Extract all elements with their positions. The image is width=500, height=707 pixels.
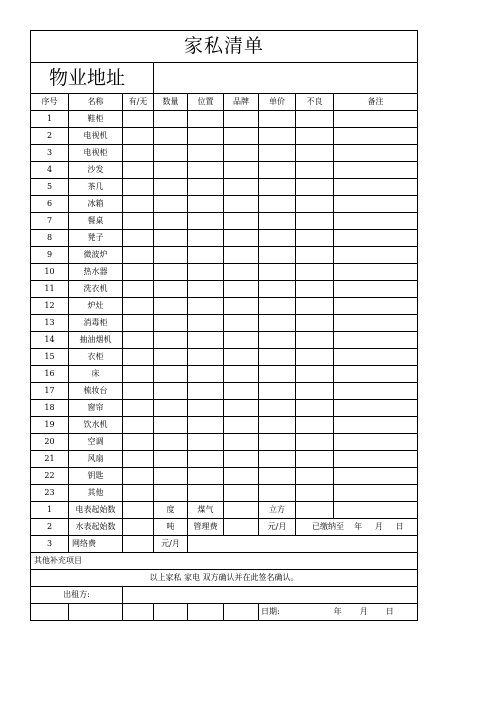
utility-label: 煤气 [188,502,224,519]
header-cell: 品牌 [224,94,259,111]
item-price-cell[interactable] [259,247,296,264]
item-row [31,179,418,196]
item-defect-cell[interactable] [296,196,334,213]
item-name: 饮水机 [69,417,123,434]
item-number: 4 [31,162,69,179]
other-items-label: 其他补充项目 [31,553,418,570]
item-quantity-cell[interactable] [154,400,188,417]
item-brand-cell[interactable] [224,111,259,128]
item-number: 20 [31,434,69,451]
item-row [31,213,418,230]
item-price-cell[interactable] [259,196,296,213]
item-brand-cell[interactable] [224,196,259,213]
utility-row-electric [31,502,418,519]
item-quantity-cell[interactable] [154,145,188,162]
item-location-cell[interactable] [188,451,224,468]
item-quantity-cell[interactable] [154,417,188,434]
furniture-list-sheet [30,30,417,621]
item-has-cell[interactable] [123,213,154,230]
item-quantity-cell[interactable] [154,196,188,213]
item-number: 13 [31,315,69,332]
date-month: 月 [359,607,368,616]
utility-value-cell[interactable] [123,502,154,519]
item-remarks-cell[interactable] [334,400,418,417]
item-brand-cell[interactable] [224,468,259,485]
item-number: 3 [31,145,69,162]
item-quantity-cell[interactable] [154,349,188,366]
header-cell: 名称 [69,94,123,111]
item-defect-cell[interactable] [296,383,334,400]
item-name: 梳妆台 [69,383,123,400]
item-defect-cell[interactable] [296,315,334,332]
item-defect-cell[interactable] [296,247,334,264]
item-defect-cell[interactable] [296,111,334,128]
item-has-cell[interactable] [123,349,154,366]
item-row [31,196,418,213]
item-location-cell[interactable] [188,128,224,145]
item-name: 钥匙 [69,468,123,485]
item-defect-cell[interactable] [296,400,334,417]
paid-year-label: 年 [354,522,363,531]
item-quantity-cell[interactable] [154,281,188,298]
item-price-cell[interactable] [259,281,296,298]
item-row [31,349,418,366]
item-brand-cell[interactable] [224,145,259,162]
sign-blank[interactable] [123,604,154,621]
utility-value-cell[interactable] [123,519,154,536]
paid-month-label: 月 [374,522,383,531]
item-price-cell[interactable] [259,230,296,247]
item-quantity-cell[interactable] [154,264,188,281]
item-location-cell[interactable] [188,230,224,247]
item-price-cell[interactable] [259,179,296,196]
item-has-cell[interactable] [123,417,154,434]
item-price-cell[interactable] [259,298,296,315]
item-defect-cell[interactable] [296,485,334,502]
date-cell[interactable] [259,604,418,621]
item-has-cell[interactable] [123,264,154,281]
item-brand-cell[interactable] [224,349,259,366]
item-quantity-cell[interactable] [154,332,188,349]
utility-unit: 元/月 [154,536,188,553]
item-has-cell[interactable] [123,332,154,349]
item-name: 抽油烟机 [69,332,123,349]
item-number: 23 [31,485,69,502]
item-number: 12 [31,298,69,315]
item-has-cell[interactable] [123,485,154,502]
item-row [31,315,418,332]
item-number: 18 [31,400,69,417]
item-remarks-cell[interactable] [334,468,418,485]
item-name: 凳子 [69,230,123,247]
item-number: 11 [31,281,69,298]
item-row [31,468,418,485]
item-defect-cell[interactable] [296,230,334,247]
item-row [31,366,418,383]
utility-blank[interactable] [296,502,334,519]
item-location-cell[interactable] [188,111,224,128]
sign-blank[interactable] [31,604,69,621]
item-has-cell[interactable] [123,451,154,468]
item-row [31,247,418,264]
header-row [31,94,418,111]
item-quantity-cell[interactable] [154,213,188,230]
header-cell: 单价 [259,94,296,111]
item-number: 14 [31,332,69,349]
header-cell: 不良 [296,94,334,111]
item-location-cell[interactable] [188,145,224,162]
item-brand-cell[interactable] [224,417,259,434]
item-row [31,485,418,502]
item-location-cell[interactable] [188,400,224,417]
item-remarks-cell[interactable] [334,179,418,196]
paid-day-label: 日 [395,522,404,531]
item-location-cell[interactable] [188,264,224,281]
paid-until-label: 已缴纳至 [312,522,344,531]
item-location-cell[interactable] [188,468,224,485]
item-price-cell[interactable] [259,366,296,383]
item-remarks-cell[interactable] [334,366,418,383]
item-remarks-cell[interactable] [334,213,418,230]
item-name: 电视柜 [69,145,123,162]
item-name: 冰箱 [69,196,123,213]
item-location-cell[interactable] [188,366,224,383]
item-brand-cell[interactable] [224,247,259,264]
utility-name: 电表起始数 [69,502,123,519]
utility-row-water [31,519,418,536]
item-defect-cell[interactable] [296,468,334,485]
item-name: 沙发 [69,162,123,179]
utility-no: 1 [31,502,69,519]
item-brand-cell[interactable] [224,366,259,383]
item-brand-cell[interactable] [224,281,259,298]
item-location-cell[interactable] [188,315,224,332]
page-title: 家私清单 [31,31,418,63]
utility-unit: 元/月 [259,519,296,536]
item-row [31,145,418,162]
sign-blank[interactable] [188,604,224,621]
header-cell: 数量 [154,94,188,111]
item-price-cell[interactable] [259,349,296,366]
item-number: 8 [31,230,69,247]
item-name: 电视机 [69,128,123,145]
item-defect-cell[interactable] [296,349,334,366]
item-brand-cell[interactable] [224,400,259,417]
item-number: 15 [31,349,69,366]
utility-no: 2 [31,519,69,536]
item-defect-cell[interactable] [296,162,334,179]
item-brand-cell[interactable] [224,230,259,247]
item-row [31,400,418,417]
header-cell: 有/无 [123,94,154,111]
header-cell: 位置 [188,94,224,111]
item-location-cell[interactable] [188,213,224,230]
item-number: 5 [31,179,69,196]
item-name: 床 [69,366,123,383]
item-remarks-cell[interactable] [334,281,418,298]
item-location-cell[interactable] [188,332,224,349]
item-number: 9 [31,247,69,264]
item-brand-cell[interactable] [224,298,259,315]
item-price-cell[interactable] [259,485,296,502]
item-price-cell[interactable] [259,434,296,451]
item-number: 16 [31,366,69,383]
item-quantity-cell[interactable] [154,383,188,400]
item-remarks-cell[interactable] [334,315,418,332]
item-location-cell[interactable] [188,196,224,213]
item-name: 微波炉 [69,247,123,264]
item-has-cell[interactable] [123,366,154,383]
item-name: 窗帘 [69,400,123,417]
item-brand-cell[interactable] [224,332,259,349]
date-label: 日期: [261,607,280,616]
item-row [31,230,418,247]
utility-value-cell[interactable] [123,536,154,553]
item-has-cell[interactable] [123,281,154,298]
item-has-cell[interactable] [123,145,154,162]
item-remarks-cell[interactable] [334,230,418,247]
item-name: 炉灶 [69,298,123,315]
item-brand-cell[interactable] [224,315,259,332]
date-day: 日 [385,607,394,616]
sign-blank[interactable] [224,604,259,621]
utility-row-network [31,536,418,553]
item-brand-cell[interactable] [224,128,259,145]
utility-blank[interactable] [188,536,418,553]
utility-blank[interactable] [334,502,418,519]
utility-unit: 吨 [154,519,188,536]
item-remarks-cell[interactable] [334,417,418,434]
item-row [31,451,418,468]
header-cell: 序号 [31,94,69,111]
item-has-cell[interactable] [123,468,154,485]
item-location-cell[interactable] [188,349,224,366]
item-defect-cell[interactable] [296,332,334,349]
item-row [31,383,418,400]
item-row [31,332,418,349]
item-defect-cell[interactable] [296,366,334,383]
item-remarks-cell[interactable] [334,349,418,366]
item-defect-cell[interactable] [296,145,334,162]
sign-blank[interactable] [154,604,188,621]
item-has-cell[interactable] [123,230,154,247]
item-quantity-cell[interactable] [154,434,188,451]
item-number: 21 [31,451,69,468]
item-remarks-cell[interactable] [334,264,418,281]
item-number: 22 [31,468,69,485]
item-name: 鞋柜 [69,111,123,128]
utility-value-cell[interactable] [224,519,259,536]
item-number: 17 [31,383,69,400]
item-has-cell[interactable] [123,111,154,128]
item-remarks-cell[interactable] [334,196,418,213]
item-row [31,264,418,281]
address-value-cell[interactable] [154,63,418,94]
item-row [31,111,418,128]
item-price-cell[interactable] [259,111,296,128]
item-location-cell[interactable] [188,417,224,434]
lessor-signature-cell[interactable] [123,587,418,604]
item-price-cell[interactable] [259,417,296,434]
item-defect-cell[interactable] [296,434,334,451]
item-number: 1 [31,111,69,128]
item-row [31,281,418,298]
item-location-cell[interactable] [188,434,224,451]
item-has-cell[interactable] [123,400,154,417]
item-remarks-cell[interactable] [334,247,418,264]
item-defect-cell[interactable] [296,451,334,468]
item-has-cell[interactable] [123,196,154,213]
item-defect-cell[interactable] [296,281,334,298]
furniture-table [30,30,418,621]
item-price-cell[interactable] [259,264,296,281]
item-row [31,162,418,179]
item-price-cell[interactable] [259,128,296,145]
address-label: 物业地址 [31,63,154,94]
item-quantity-cell[interactable] [154,298,188,315]
item-row [31,298,418,315]
item-quantity-cell[interactable] [154,179,188,196]
item-defect-cell[interactable] [296,213,334,230]
item-name: 其他 [69,485,123,502]
item-quantity-cell[interactable] [154,162,188,179]
item-location-cell[interactable] [188,247,224,264]
item-remarks-cell[interactable] [334,298,418,315]
item-location-cell[interactable] [188,485,224,502]
item-brand-cell[interactable] [224,264,259,281]
item-location-cell[interactable] [188,298,224,315]
utility-no: 3 [31,536,69,553]
item-quantity-cell[interactable] [154,111,188,128]
item-quantity-cell[interactable] [154,451,188,468]
item-remarks-cell[interactable] [334,434,418,451]
utility-label: 管理费 [188,519,224,536]
utility-name: 水表起始数 [69,519,123,536]
header-cell: 备注 [334,94,418,111]
item-remarks-cell[interactable] [334,111,418,128]
item-number: 7 [31,213,69,230]
item-has-cell[interactable] [123,298,154,315]
item-defect-cell[interactable] [296,264,334,281]
date-year: 年 [333,607,342,616]
item-remarks-cell[interactable] [334,383,418,400]
item-brand-cell[interactable] [224,383,259,400]
item-brand-cell[interactable] [224,179,259,196]
item-name: 热水器 [69,264,123,281]
item-name: 餐桌 [69,213,123,230]
item-has-cell[interactable] [123,383,154,400]
item-price-cell[interactable] [259,451,296,468]
item-name: 空调 [69,434,123,451]
item-price-cell[interactable] [259,315,296,332]
item-row [31,128,418,145]
item-price-cell[interactable] [259,468,296,485]
item-defect-cell[interactable] [296,298,334,315]
item-name: 消毒柜 [69,315,123,332]
item-location-cell[interactable] [188,383,224,400]
item-defect-cell[interactable] [296,128,334,145]
item-has-cell[interactable] [123,315,154,332]
item-location-cell[interactable] [188,281,224,298]
item-remarks-cell[interactable] [334,128,418,145]
item-remarks-cell[interactable] [334,451,418,468]
item-price-cell[interactable] [259,383,296,400]
item-has-cell[interactable] [123,247,154,264]
item-brand-cell[interactable] [224,162,259,179]
item-name: 风扇 [69,451,123,468]
item-number: 6 [31,196,69,213]
item-name: 茶几 [69,179,123,196]
confirm-text: 以上家私 家电 双方确认并在此签名确认。 [31,570,418,587]
item-has-cell[interactable] [123,162,154,179]
item-brand-cell[interactable] [224,434,259,451]
item-number: 10 [31,264,69,281]
item-quantity-cell[interactable] [154,485,188,502]
item-price-cell[interactable] [259,332,296,349]
utility-unit: 立方 [259,502,296,519]
item-price-cell[interactable] [259,400,296,417]
item-has-cell[interactable] [123,128,154,145]
lessor-label: 出租方: [31,587,123,604]
item-number: 19 [31,417,69,434]
utility-name: 网络费 [69,536,123,553]
item-brand-cell[interactable] [224,485,259,502]
item-remarks-cell[interactable] [334,332,418,349]
sign-blank[interactable] [69,604,123,621]
item-row [31,434,418,451]
item-price-cell[interactable] [259,213,296,230]
item-row [31,417,418,434]
item-number: 2 [31,128,69,145]
utility-unit: 度 [154,502,188,519]
item-quantity-cell[interactable] [154,315,188,332]
item-remarks-cell[interactable] [334,162,418,179]
utility-value-cell[interactable] [224,502,259,519]
paid-until-cell[interactable] [296,519,418,536]
item-price-cell[interactable] [259,145,296,162]
item-name: 洗衣机 [69,281,123,298]
item-quantity-cell[interactable] [154,230,188,247]
item-defect-cell[interactable] [296,417,334,434]
item-location-cell[interactable] [188,179,224,196]
item-has-cell[interactable] [123,179,154,196]
item-remarks-cell[interactable] [334,485,418,502]
item-remarks-cell[interactable] [334,145,418,162]
item-brand-cell[interactable] [224,451,259,468]
item-quantity-cell[interactable] [154,468,188,485]
item-price-cell[interactable] [259,162,296,179]
item-defect-cell[interactable] [296,179,334,196]
item-quantity-cell[interactable] [154,128,188,145]
item-has-cell[interactable] [123,434,154,451]
item-name: 衣柜 [69,349,123,366]
item-brand-cell[interactable] [224,213,259,230]
item-location-cell[interactable] [188,162,224,179]
item-quantity-cell[interactable] [154,247,188,264]
item-quantity-cell[interactable] [154,366,188,383]
